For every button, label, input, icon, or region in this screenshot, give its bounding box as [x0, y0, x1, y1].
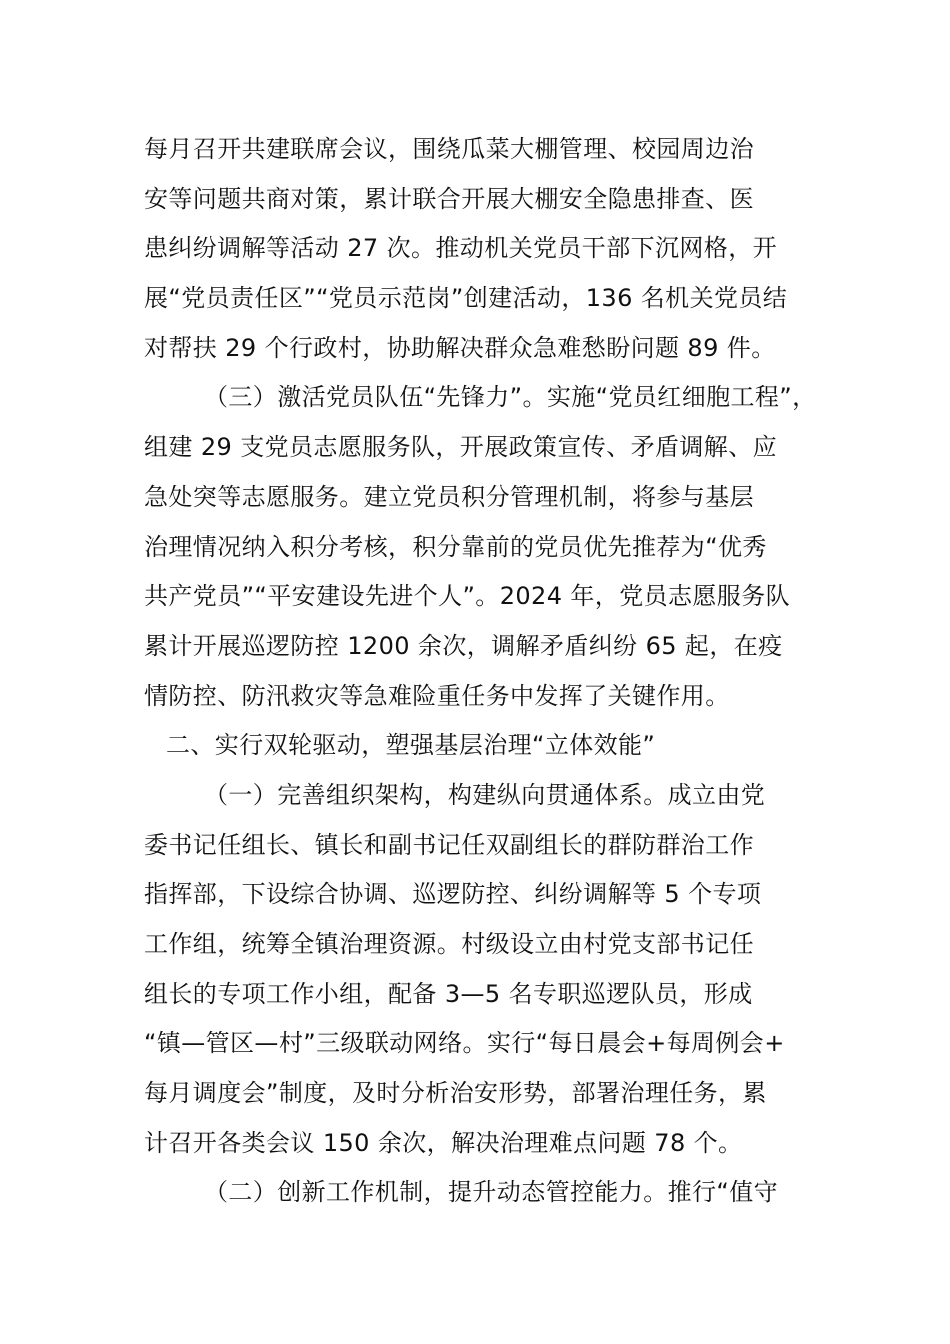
text-line: “镇—管区—村”三级联动网络。实行“每日晨会+每周例会+: [144, 1029, 785, 1058]
text-line: 工作组，统筹全镇治理资源。村级设立由村党支部书记任: [144, 930, 754, 958]
text-line: 治理情况纳入积分考核，积分靠前的党员优先推荐为“优秀: [144, 532, 767, 561]
text-line: 累计开展巡逻防控 1200 余次，调解矛盾纠纷 65 起，在疫: [144, 631, 783, 660]
text-line: 委书记任组长、镇长和副书记任双副组长的群防群治工作: [144, 830, 754, 859]
paragraph-start-line: （一）完善组织架构，构建纵向贯通体系。成立由党: [204, 780, 766, 809]
paragraph-start-line: （二）创新工作机制，提升动态管控能力。推行“值守: [204, 1178, 779, 1207]
text-line: 急处突等志愿服务。建立党员积分管理机制，将参与基层: [144, 482, 754, 511]
text-line: 安等问题共商对策，累计联合开展大棚安全隐患排查、医: [144, 184, 754, 213]
text-line: 患纠纷调解等活动 27 次。推动机关党员干部下沉网格，开: [144, 234, 777, 263]
text-line: 指挥部，下设综合协调、巡逻防控、纠纷调解等 5 个专项: [144, 880, 762, 909]
paragraph-start-line: （三）激活党员队伍“先锋力”。实施“党员红细胞工程”，: [204, 383, 817, 412]
text-line: 情防控、防汛救灾等急难险重任务中发挥了关键作用。: [144, 681, 730, 710]
text-line: 组建 29 支党员志愿服务队，开展政策宣传、矛盾调解、应: [144, 433, 777, 462]
text-line: 计召开各类会议 150 余次，解决治理难点问题 78 个。: [144, 1128, 743, 1157]
text-line: 每月调度会”制度，及时分析治安形势，部署治理任务，累: [144, 1079, 767, 1108]
body-text: [144, 125, 817, 1218]
text-line: 对帮扶 29 个行政村，协助解决群众急难愁盼问题 89 件。: [144, 333, 776, 362]
text-line: 展“党员责任区”“党员示范岗”创建活动，136 名机关党员结: [144, 284, 788, 313]
text-line: 组长的专项工作小组，配备 3—5 名专职巡逻队员，形成: [144, 979, 753, 1008]
text-line: 共产党员”“平安建设先进个人”。2024 年，党员志愿服务队: [144, 582, 791, 611]
text-line: 每月召开共建联席会议，围绕瓜菜大棚管理、校园周边治: [144, 135, 754, 163]
section-heading: 二、实行双轮驱动，塑强基层治理“立体效能”: [166, 731, 656, 760]
